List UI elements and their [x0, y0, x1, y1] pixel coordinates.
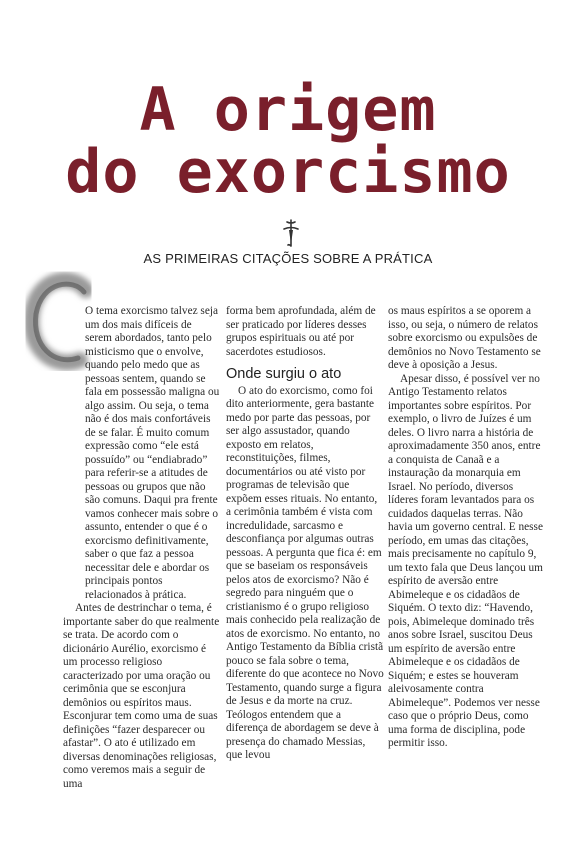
article-column-3: [388, 305, 546, 751]
article-column-1: [63, 305, 221, 791]
paragraph: O tema exorcismo talvez seja um dos mais difíceis de serem abordados, tanto pelo misticismo que o envolve, quando pelo medo que as pessoas sentem, quando se fala em possessão maligna ou algo assim. Ou seja, o tema não é dos mais confortáveis de se falar. É muito comum expressão como “ele está possuído” ou “endiabrado” para referir-se a atitudes de pessoas ou grupos que não são comuns. Daqui pra frente vamos conhecer mais sobre o assunto, entender o que é o exorcismo definitivamente, saber o que faz a pessoa necessitar dele e abordar os principais pontos relacionados à prática.: [85, 305, 220, 601]
subtitle: AS PRIMEIRAS CITAÇÕES SOBRE A PRÁTICA: [143, 251, 433, 266]
paragraph: forma bem aprofundada, além de ser praticado por líderes desses grupos espirituais ou até por sacerdotes estudiosos.: [226, 305, 376, 358]
paragraph: Apesar disso, é possível ver no Antigo Testamento relatos importantes sobre espíritos. Por exemplo, o livro de Juízes é um deles. O livro narra a história de aproximadamente 350 anos, entre a conquista de Canaã e a instauração da monarquia em Israel. No período, diversos líderes foram levantados para os cuidados daquelas terras. Não havia um governo central. E nesse período, em umas das citações, mais precisamente no capítulo 9, um texto fala que Deus lançou um espírito de aversão entre Abimeleque e os cidadãos de Siquém. O texto diz: “Havendo, pois, Abimeleque dominado três anos sobre Israel, suscitou Deus um espírito de aversão entre Abimeleque e os cidadãos de Siquém; e estes se houveram aleivosamente contra Abimeleque”. Podemos ver nesse caso que o próprio Deus, como uma forma de disciplina, pode permitir isso.: [388, 372, 543, 749]
paragraph: os maus espíritos a se oporem a isso, ou seja, o número de relatos sobre exorcismo ou expulsões de demônios no Novo Testamento se deve à oposição a Jesus.: [388, 305, 541, 371]
title-line-2: do exorcismo: [65, 137, 511, 207]
cross-icon: [278, 218, 304, 248]
paragraph: Antes de destrinchar o tema, é importante saber do que realmente se trata. De acordo com o dicionário Aurélio, exorcismo é um processo religioso caracterizado por uma oração ou cerimônia que se esconjura demônios ou espíritos maus. Esconjurar tem como uma de suas definições “fazer desparecer ou afastar”. O ato é utilizado em diversas denominações religiosas, como veremos mais a seguir de uma: [63, 602, 220, 790]
article-column-2: [226, 305, 384, 763]
section-heading: Onde surgiu o ato: [226, 366, 342, 382]
title-line-1: A origem: [139, 75, 437, 145]
paragraph: O ato do exorcismo, como foi dito anteriormente, gera bastante medo por parte das pessoas, por ser algo assustador, quando exposto em relatos, reconstituições, filmes, documentários ou até visto por programas de televisão que expõem esses rituais. No entanto, a cerimônia também é vista com incredulidade, sarcasmo e desconfiança por algumas outras pessoas. A pergunta que fica é: em que se baseiam os responsáveis pelos atos de exorcismo? Não é segredo para ninguém que o cristianismo é o grupo religioso mais conhecido pela realização de atos de exorcismo. No entanto, no Antigo Testamento da Bíblia cristã pouco se fala sobre o tema, diferente do que acontece no Novo Testamento, quando surge a figura de Jesus e da morte na cruz. Teólogos entendem que a diferença de abordagem se deve à presença do chamado Messias, que levou: [226, 384, 384, 761]
